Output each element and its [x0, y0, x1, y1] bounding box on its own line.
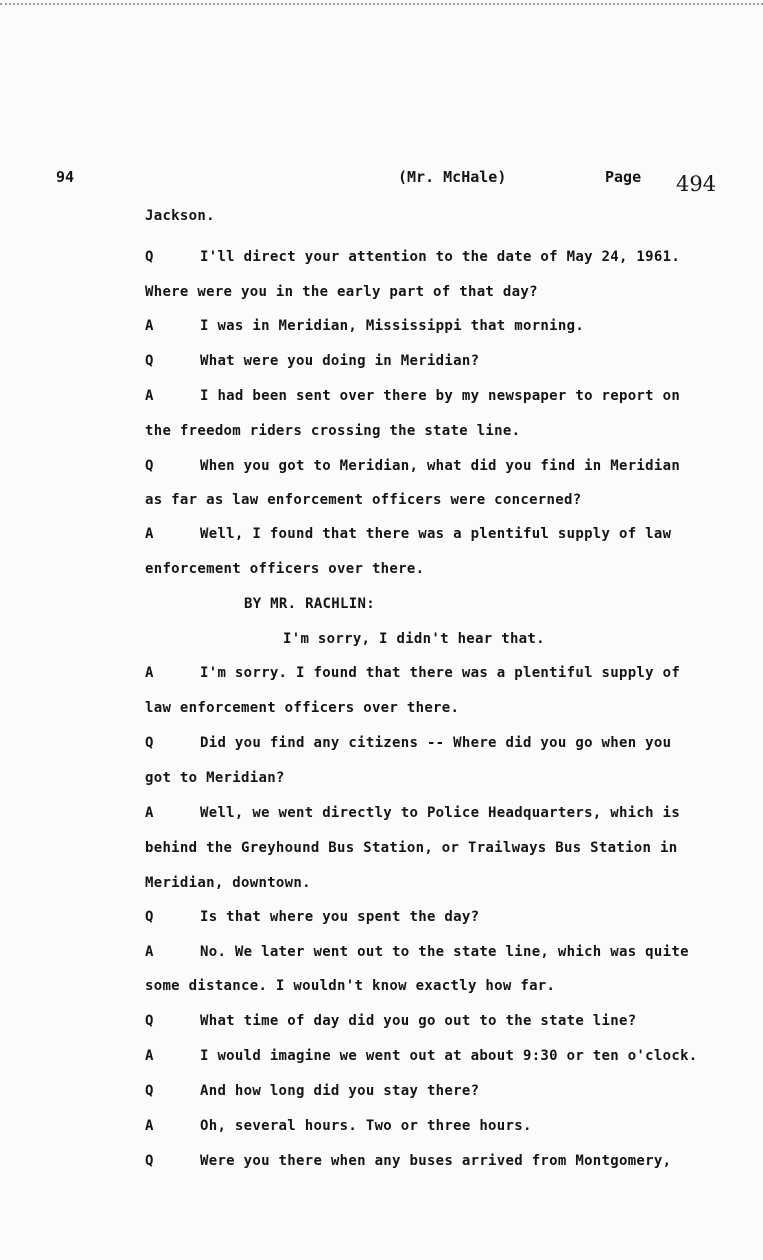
speaker-tag: A — [145, 944, 154, 960]
speaker-tag: A — [145, 805, 154, 821]
speaker-tag: Q — [145, 735, 154, 751]
line-text: Did you find any citizens -- Where did you go when you — [200, 735, 672, 751]
speaker-tag: Q — [145, 1083, 154, 1099]
examiner-heading: BY MR. RACHLIN: — [244, 596, 375, 612]
line-text: What were you doing in Meridian? — [200, 353, 480, 369]
transcript-line: I'm sorry, I didn't hear that. — [283, 631, 545, 647]
line-text: I was in Meridian, Mississippi that morning. — [200, 318, 585, 334]
line-text: I would imagine we went out at about 9:30 or ten o'clock. — [200, 1048, 698, 1064]
line-text: I'm sorry. I found that there was a plentiful supply of — [200, 665, 681, 681]
speaker-tag: A — [145, 1048, 154, 1064]
speaker-tag: A — [145, 318, 154, 334]
speaker-tag: Q — [145, 1153, 154, 1169]
line-text: When you got to Meridian, what did you find in Meridian — [200, 458, 681, 474]
speaker-tag: Q — [145, 458, 154, 474]
page-label: Page — [605, 168, 642, 186]
left-line-number: 94 — [56, 168, 75, 186]
top-border-rule — [0, 3, 763, 5]
speaker-tag: Q — [145, 909, 154, 925]
speaker-tag: Q — [145, 353, 154, 369]
speaker-tag: A — [145, 526, 154, 542]
speaker-tag: A — [145, 665, 154, 681]
line-text: I'll direct your attention to the date of May 24, 1961. — [200, 249, 681, 265]
speaker-tag: A — [145, 388, 154, 404]
line-text: And how long did you stay there? — [200, 1083, 480, 1099]
line-text: Oh, several hours. Two or three hours. — [200, 1118, 532, 1134]
transcript-page: 94 (Mr. McHale) Page 494 Jackson. Q I'll direct your attention to the date of May 24, 1961. Where were you in the early part of that day? A I was in Meridian, Mississippi that morning. Q What were you doing in Meridian? A I had been sent over there by my newspaper to report on the freedom riders crossing the state line. Q When you got to Meridian, what did you find in Meridian as far as law enforcement officers were concerned? A Well, I found that there was a plentiful supply of law enforcement officers over there. BY MR. RACHLIN: I'm sorry, I didn't hear that. A I'm sorry. I found that there was a plentiful supply of law enforcement officers over there. Q Did you find any citizens -- Where did you go when you got to Meridian? A Well, we went directly to Police Headquarters, which is behind the Greyhound Bus Station, or Trailways Bus Station in Meridian, downtown. Q Is that where you spent the day? A No. We later went out to the state line, which was quite some distance. I wouldn't know exactly how far. Q What time of day did you go out to the state line? A I would imagine we went out at about 9:30 or ten o'clock. Q And how long did you stay there? A Oh, several hours. Two or three hours. Q Were you there when any buses arrived from Montgomery, — [0, 0, 763, 1260]
line-text: Well, we went directly to Police Headquarters, which is — [200, 805, 681, 821]
line-text: I had been sent over there by my newspaper to report on — [200, 388, 681, 404]
speaker-tag: Q — [145, 1013, 154, 1029]
line-text: Well, I found that there was a plentiful supply of law — [200, 526, 672, 542]
line-text: Were you there when any buses arrived from Montgomery, — [200, 1153, 672, 1169]
line-text: No. We later went out to the state line, which was quite — [200, 944, 689, 960]
line-text: Is that where you spent the day? — [200, 909, 480, 925]
speaker-tag: A — [145, 1118, 154, 1134]
speaker-heading: (Mr. McHale) — [398, 168, 507, 186]
speaker-tag: Q — [145, 249, 154, 265]
line-text: What time of day did you go out to the state line? — [200, 1013, 637, 1029]
page-number: 494 — [676, 172, 717, 196]
